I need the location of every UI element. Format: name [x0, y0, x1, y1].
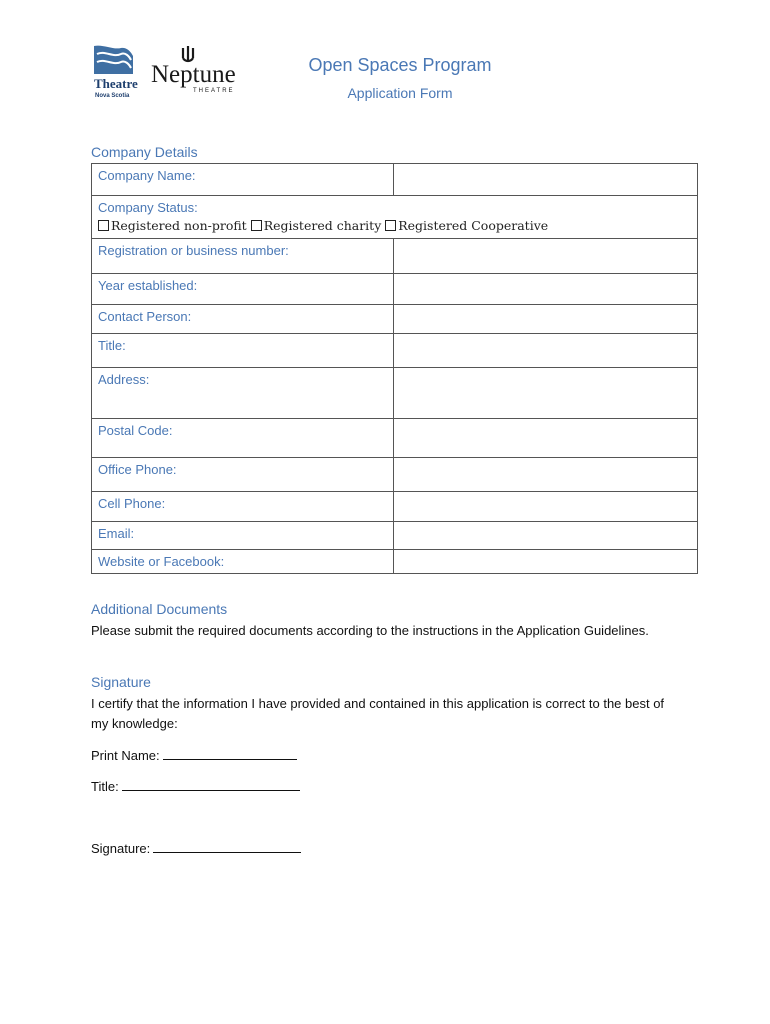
- table-row: [92, 239, 698, 274]
- option-charity-label: Registered charity: [263, 218, 382, 233]
- signature-certification-text: I certify that the information I have provided and contained in this application is correct to the best of my knowledge:: [91, 696, 665, 731]
- svg-text:Theatre: Theatre: [94, 76, 138, 91]
- cell-phone-field[interactable]: [394, 492, 698, 522]
- table-row: [92, 419, 698, 458]
- print-name-label: Print Name:: [91, 748, 160, 763]
- svg-text:Nova Scotia: Nova Scotia: [95, 93, 130, 99]
- checkbox-non-profit[interactable]: [98, 220, 109, 231]
- svg-text:THEATRE: THEATRE: [193, 88, 235, 94]
- signature-heading: Signature: [91, 674, 151, 690]
- option-non-profit-label: Registered non-profit: [111, 218, 247, 233]
- table-row: [92, 274, 698, 305]
- title-line: [91, 778, 300, 794]
- email-label: Email:: [92, 522, 394, 550]
- signature-title-label: Title:: [91, 779, 119, 794]
- title-field[interactable]: [394, 334, 698, 368]
- table-row: [92, 522, 698, 550]
- cell-phone-label: Cell Phone:: [92, 492, 394, 522]
- table-row: [92, 550, 698, 574]
- svg-text:Neptune: Neptune: [151, 61, 236, 88]
- checkbox-charity[interactable]: [251, 220, 262, 231]
- registration-number-label: Registration or business number:: [92, 239, 394, 274]
- company-name-field[interactable]: [394, 164, 698, 196]
- year-established-field[interactable]: [394, 274, 698, 305]
- additional-documents-heading: Additional Documents: [91, 601, 228, 617]
- table-row: [92, 334, 698, 368]
- table-row: [92, 196, 698, 239]
- company-status-label: Company Status:: [98, 200, 198, 215]
- print-name-field[interactable]: [163, 747, 297, 760]
- theatre-nova-scotia-logo: [94, 46, 138, 99]
- office-phone-field[interactable]: [394, 458, 698, 492]
- table-row: [92, 305, 698, 334]
- additional-documents-text: Please submit the required documents according to the instructions in the Application Guidelines.: [91, 623, 649, 638]
- website-label: Website or Facebook:: [92, 550, 394, 574]
- print-name-line: [91, 747, 297, 763]
- company-status-cell: [92, 196, 698, 239]
- website-field[interactable]: [394, 550, 698, 574]
- postal-code-field[interactable]: [394, 419, 698, 458]
- registration-number-field[interactable]: [394, 239, 698, 274]
- year-established-label: Year established:: [92, 274, 394, 305]
- email-field[interactable]: [394, 522, 698, 550]
- signature-label: Signature:: [91, 841, 151, 856]
- company-details-table: [91, 163, 698, 574]
- address-label: Address:: [92, 368, 394, 419]
- company-details-heading: Company Details: [91, 144, 198, 160]
- table-row: [92, 164, 698, 196]
- company-name-label: Company Name:: [92, 164, 394, 196]
- signature-title-field[interactable]: [122, 778, 300, 791]
- neptune-theatre-logo: [151, 46, 236, 94]
- signature-field[interactable]: [153, 840, 301, 853]
- company-status-options: [98, 218, 691, 233]
- address-field[interactable]: [394, 368, 698, 419]
- form-subtitle: Application Form: [347, 85, 453, 101]
- checkbox-cooperative[interactable]: [385, 220, 396, 231]
- contact-person-label: Contact Person:: [92, 305, 394, 334]
- table-row: [92, 492, 698, 522]
- table-row: [92, 368, 698, 419]
- logos: [91, 44, 251, 102]
- form-title: Open Spaces Program: [308, 55, 492, 75]
- office-phone-label: Office Phone:: [92, 458, 394, 492]
- table-row: [92, 458, 698, 492]
- postal-code-label: Postal Code:: [92, 419, 394, 458]
- option-cooperative-label: Registered Cooperative: [398, 218, 549, 233]
- title-label: Title:: [92, 334, 394, 368]
- signature-line: [91, 840, 301, 856]
- contact-person-field[interactable]: [394, 305, 698, 334]
